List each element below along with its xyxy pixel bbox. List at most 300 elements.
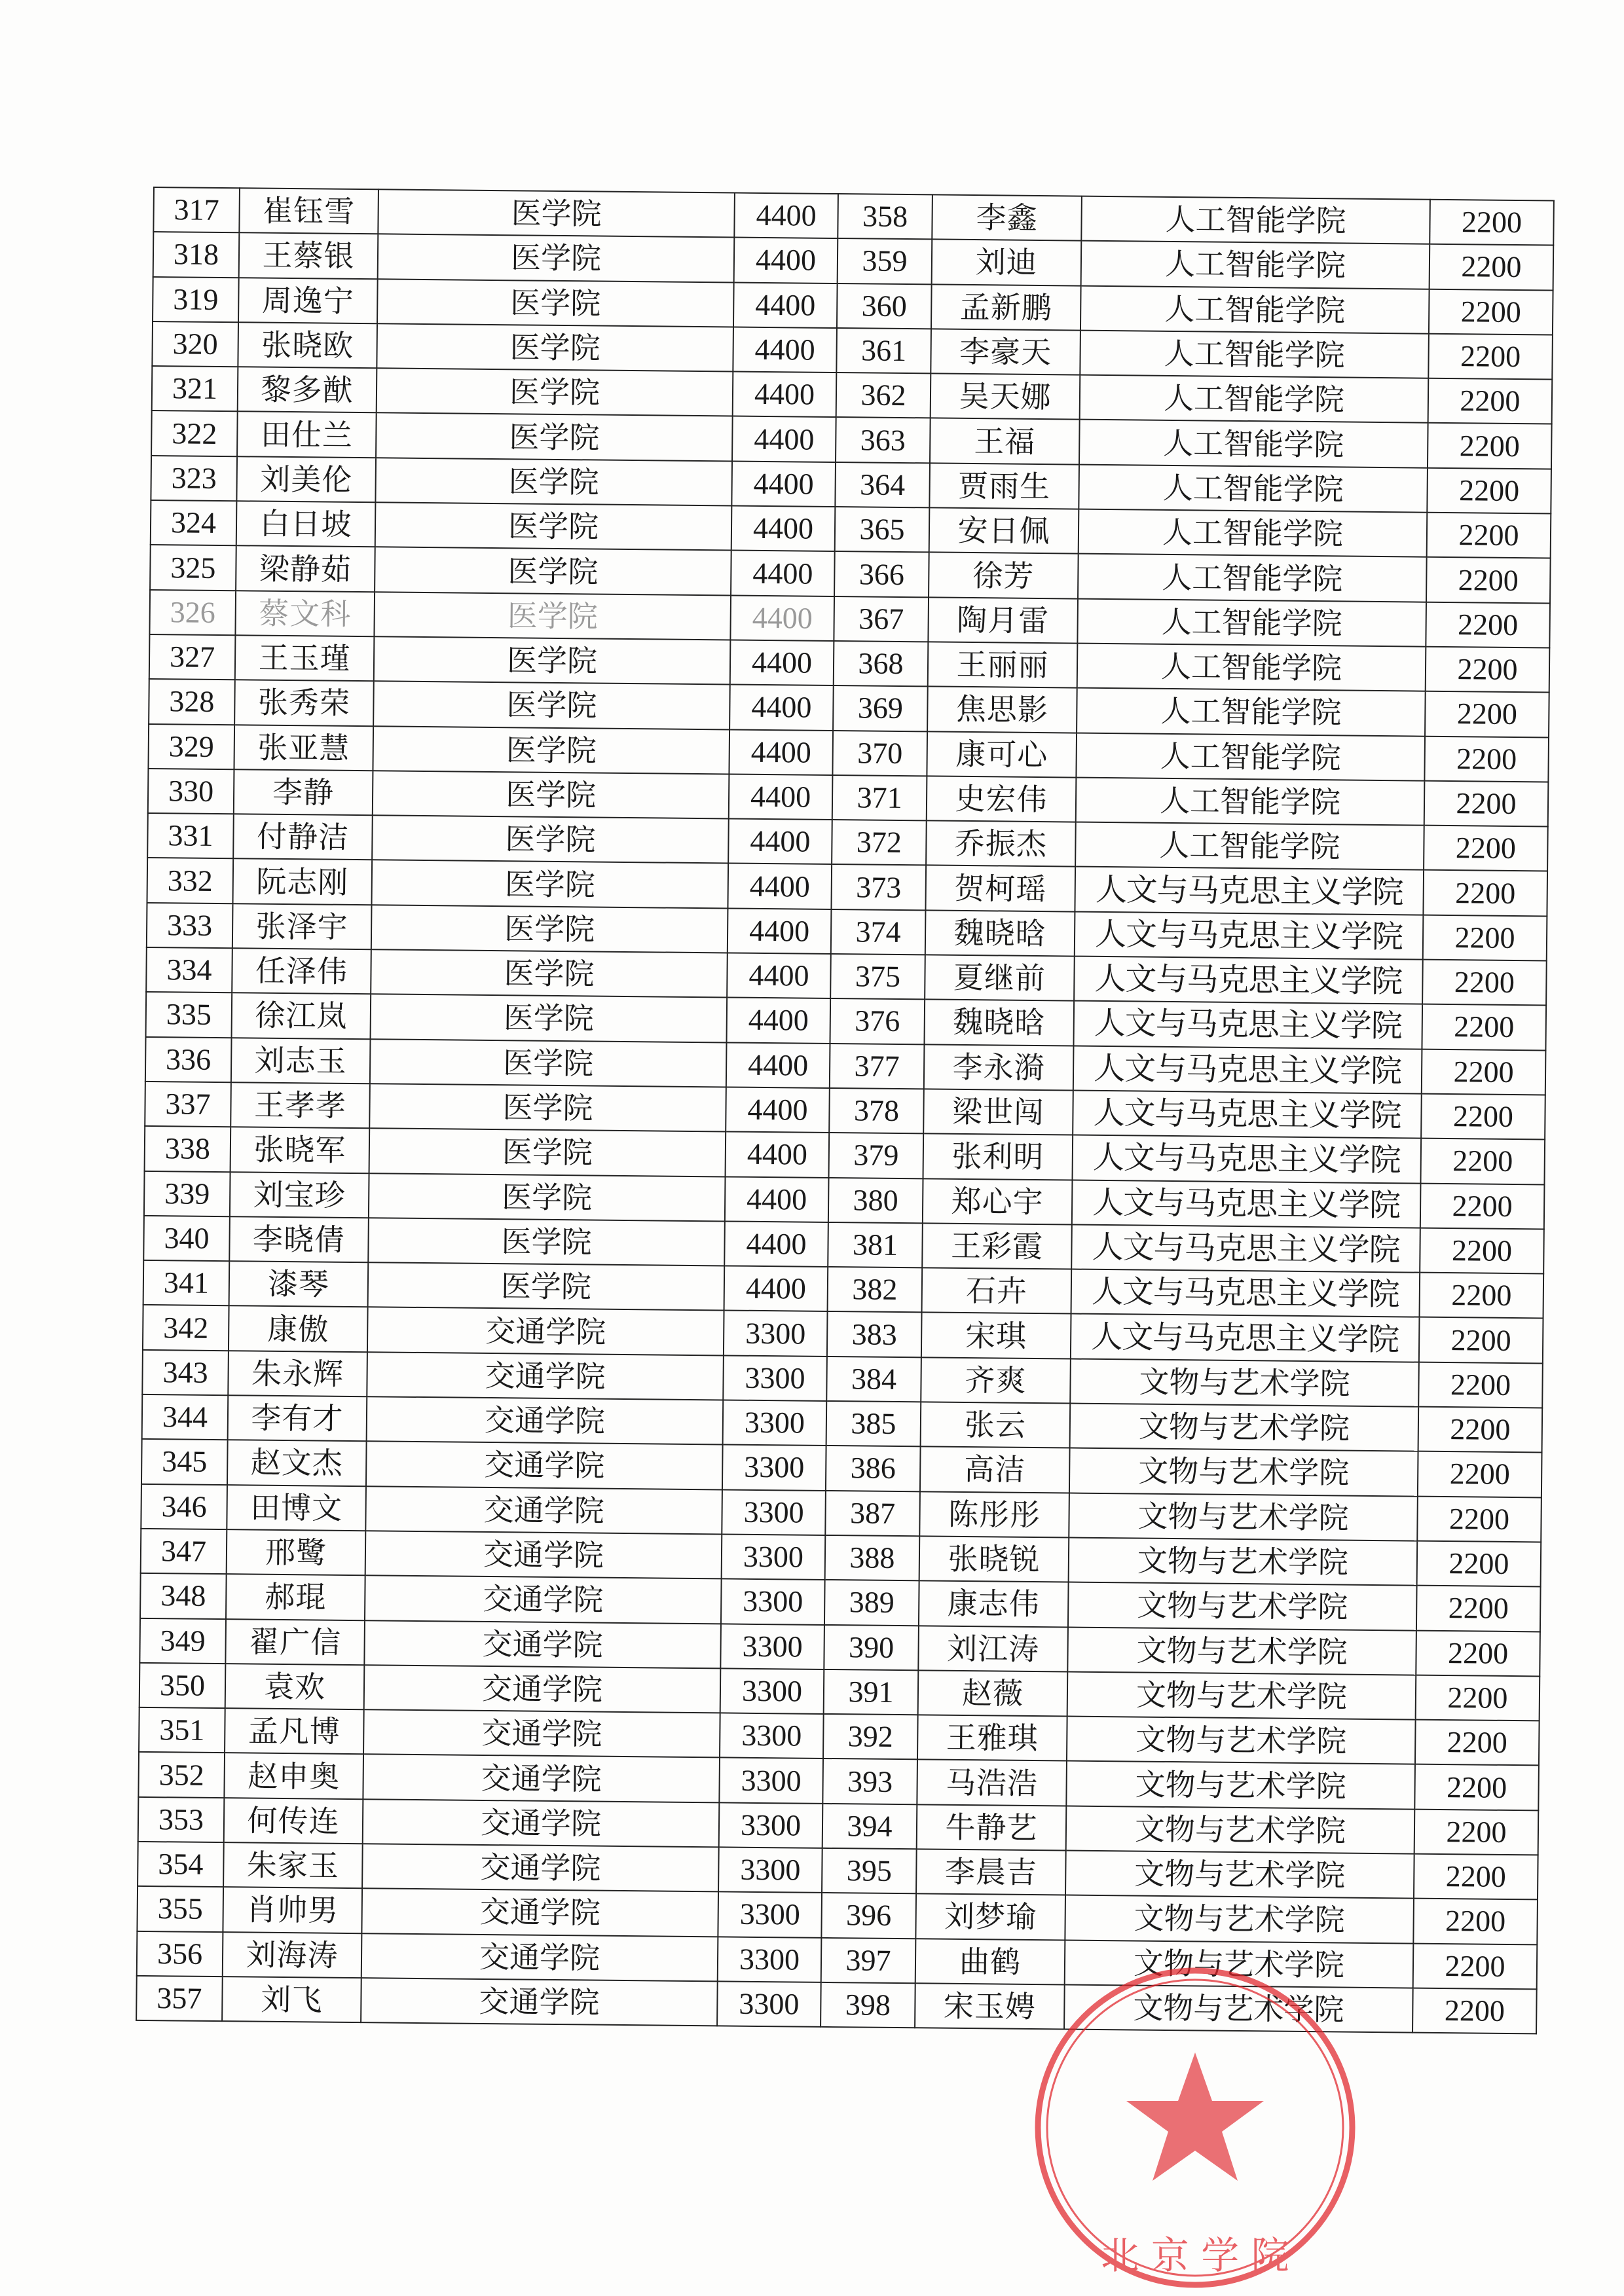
student-name: 刘梦瑜: [915, 1894, 1065, 1940]
student-name: 王雅琪: [917, 1715, 1067, 1760]
college-name: 交通学院: [362, 1844, 719, 1892]
award-amount: 2200: [1420, 1183, 1545, 1229]
college-name: 人工智能学院: [1081, 241, 1430, 289]
record-number: 318: [153, 232, 240, 278]
award-amount: 4400: [733, 327, 837, 373]
record-number: 332: [147, 858, 234, 903]
record-number: 365: [835, 507, 930, 553]
student-name: 史宏伟: [927, 776, 1077, 822]
college-name: 医学院: [377, 279, 734, 327]
college-name: 文物与艺术学院: [1067, 1717, 1416, 1764]
student-name: 刘宝珍: [230, 1172, 369, 1218]
student-name: 康傲: [229, 1306, 368, 1352]
award-amount: 4400: [728, 819, 832, 865]
student-name: 漆琴: [229, 1261, 369, 1307]
college-name: 人文与马克思主义学院: [1075, 867, 1424, 915]
award-amount: 2200: [1424, 826, 1548, 871]
record-number: 356: [137, 1931, 223, 1977]
award-amount: 2200: [1416, 1630, 1540, 1676]
student-name: 朱永辉: [228, 1351, 367, 1396]
record-number: 326: [149, 590, 236, 636]
college-name: 人工智能学院: [1077, 644, 1426, 691]
award-amount: 2200: [1415, 1720, 1540, 1766]
student-name: 王丽丽: [928, 642, 1078, 687]
college-name: 交通学院: [367, 1307, 724, 1356]
award-amount: 2200: [1429, 289, 1553, 335]
record-number: 362: [836, 373, 931, 418]
student-name: 魏晓晗: [924, 1000, 1074, 1046]
award-amount: 3300: [720, 1624, 824, 1669]
award-amount: 4400: [728, 864, 832, 909]
record-number: 381: [828, 1222, 923, 1268]
college-name: 医学院: [368, 1262, 725, 1311]
student-name: 李静: [234, 769, 373, 815]
student-name: 贾雨生: [929, 463, 1079, 509]
student-name: 翟广信: [225, 1619, 365, 1665]
award-amount: 2200: [1430, 244, 1554, 290]
college-name: 人工智能学院: [1081, 196, 1430, 244]
student-name: 刘海涛: [223, 1932, 362, 1978]
college-name: 文物与艺术学院: [1065, 1940, 1414, 1988]
record-number: 376: [830, 998, 925, 1044]
record-number: 369: [833, 685, 928, 731]
college-name: 人工智能学院: [1080, 330, 1429, 378]
award-amount: 2200: [1422, 1004, 1546, 1050]
award-amount: 4400: [729, 685, 834, 731]
award-amount: 3300: [718, 1937, 822, 1982]
record-number: 393: [822, 1758, 917, 1804]
award-amount: 2200: [1418, 1407, 1543, 1453]
award-amount: 2200: [1421, 1094, 1545, 1140]
award-amount: 2200: [1412, 1988, 1537, 2033]
award-amount: 4400: [726, 1087, 830, 1133]
record-number: 392: [823, 1714, 918, 1760]
student-name: 张亚慧: [234, 725, 373, 771]
student-name: 乔振杰: [926, 821, 1076, 867]
award-amount: 4400: [732, 416, 836, 462]
record-number: 359: [838, 238, 932, 284]
college-name: 人文与马克思主义学院: [1073, 1046, 1422, 1093]
record-number: 319: [153, 277, 239, 323]
award-amount: 2200: [1413, 1899, 1538, 1944]
award-amount: 2200: [1423, 915, 1547, 960]
student-name: 蔡文科: [235, 591, 375, 636]
student-name: 刘美伦: [236, 456, 376, 502]
student-name: 李鑫: [932, 194, 1082, 240]
college-name: 人文与马克思主义学院: [1071, 1269, 1420, 1317]
college-name: 人文与马克思主义学院: [1073, 1001, 1422, 1049]
record-number: 346: [141, 1484, 227, 1530]
award-amount: 3300: [721, 1579, 825, 1625]
record-number: 384: [826, 1357, 921, 1402]
award-amount: 2200: [1428, 334, 1553, 380]
college-name: 交通学院: [361, 1888, 718, 1937]
student-name: 王玉瑾: [235, 635, 375, 681]
record-number: 371: [832, 775, 927, 821]
record-number: 364: [835, 462, 930, 508]
student-name: 阮志刚: [232, 859, 372, 905]
college-name: 文物与艺术学院: [1069, 1448, 1418, 1496]
award-amount: 3300: [722, 1534, 826, 1580]
college-name: 交通学院: [363, 1755, 720, 1803]
record-number: 385: [826, 1401, 921, 1447]
record-number: 375: [830, 954, 925, 1000]
record-number: 357: [136, 1976, 223, 2022]
award-amount: 2200: [1414, 1764, 1539, 1810]
student-name: 孟新鹏: [931, 284, 1081, 330]
student-name: 李晨吉: [916, 1849, 1066, 1895]
college-name: 人工智能学院: [1076, 733, 1425, 780]
college-name: 交通学院: [363, 1709, 720, 1758]
student-name: 周逸宁: [238, 278, 378, 323]
award-amount: 4400: [724, 1221, 828, 1267]
record-number: 388: [825, 1535, 920, 1581]
record-number: 378: [829, 1088, 924, 1134]
college-name: 人工智能学院: [1079, 420, 1428, 467]
college-name: 文物与艺术学院: [1069, 1537, 1418, 1585]
record-number: 328: [149, 679, 235, 725]
award-amount: 4400: [731, 551, 835, 596]
award-amount: 2200: [1416, 1675, 1540, 1721]
college-name: 医学院: [373, 771, 729, 819]
college-name: 文物与艺术学院: [1067, 1671, 1416, 1719]
college-name: 人文与马克思主义学院: [1075, 911, 1424, 959]
college-name: 人工智能学院: [1079, 509, 1428, 557]
college-name: 人文与马克思主义学院: [1071, 1224, 1420, 1272]
record-number: 352: [138, 1752, 225, 1798]
award-amount: 3300: [724, 1311, 828, 1357]
award-amount: 2200: [1426, 647, 1550, 693]
student-name: 石卉: [922, 1267, 1072, 1313]
college-name: 医学院: [373, 682, 730, 730]
award-amount: 2200: [1422, 1049, 1546, 1095]
college-name: 交通学院: [364, 1620, 721, 1669]
college-name: 医学院: [372, 815, 729, 864]
record-number: 324: [151, 500, 237, 546]
student-name: 田仕兰: [237, 412, 377, 458]
award-amount: 4400: [731, 461, 836, 507]
award-amount: 3300: [723, 1400, 827, 1446]
college-name: 文物与艺术学院: [1066, 1806, 1415, 1853]
record-number: 368: [834, 641, 929, 687]
college-name: 交通学院: [367, 1396, 724, 1445]
college-name: 人文与马克思主义学院: [1071, 1314, 1420, 1362]
roster-body: [136, 187, 1554, 2034]
award-amount: 3300: [723, 1355, 827, 1401]
student-name: 白日坡: [236, 501, 376, 547]
college-name: 医学院: [374, 592, 731, 640]
award-amount: 2200: [1425, 691, 1549, 737]
award-amount: 4400: [733, 282, 838, 328]
student-name: 高洁: [920, 1447, 1070, 1493]
award-amount: 4400: [733, 372, 837, 418]
student-name: 徐芳: [929, 553, 1079, 598]
award-amount: 2200: [1420, 1228, 1544, 1273]
record-number: 389: [824, 1580, 919, 1626]
student-name: 马浩浩: [917, 1760, 1067, 1806]
college-name: 医学院: [377, 323, 733, 372]
record-number: 338: [145, 1126, 231, 1172]
record-number: 374: [831, 909, 926, 955]
award-amount: 2200: [1422, 960, 1547, 1006]
record-number: 367: [834, 596, 929, 642]
record-number: 379: [829, 1133, 924, 1178]
college-name: 医学院: [378, 234, 735, 283]
roster-table: [136, 187, 1555, 2035]
record-number: 351: [139, 1707, 225, 1753]
student-name: 张秀荣: [234, 680, 374, 725]
award-amount: 2200: [1428, 378, 1553, 424]
record-number: 396: [821, 1893, 916, 1939]
award-amount: 2200: [1417, 1541, 1541, 1587]
college-name: 人工智能学院: [1080, 285, 1430, 333]
award-amount: 4400: [726, 998, 830, 1044]
record-number: 353: [138, 1797, 225, 1843]
record-number: 327: [149, 634, 236, 680]
record-number: 377: [830, 1044, 925, 1089]
record-number: 325: [150, 545, 236, 591]
record-number: 366: [834, 551, 929, 597]
college-name: 人工智能学院: [1079, 464, 1428, 512]
college-name: 医学院: [374, 636, 731, 685]
award-amount: 4400: [730, 640, 834, 685]
student-name: 赵文杰: [227, 1440, 367, 1485]
college-name: 医学院: [371, 860, 728, 909]
record-number: 334: [146, 947, 232, 993]
award-amount: 3300: [717, 1981, 821, 2027]
college-name: 交通学院: [364, 1665, 721, 1713]
award-amount: 2200: [1424, 736, 1549, 782]
college-name: 交通学院: [365, 1531, 722, 1579]
college-name: 人工智能学院: [1075, 822, 1424, 870]
record-number: 339: [144, 1171, 231, 1216]
award-amount: 3300: [720, 1668, 824, 1714]
student-name: 李豪天: [931, 329, 1080, 374]
record-number: 398: [821, 1982, 915, 2028]
student-name: 焦思影: [927, 687, 1077, 733]
student-name: 张晓锐: [919, 1536, 1069, 1582]
award-amount: 4400: [734, 193, 838, 239]
student-name: 陈彤彤: [919, 1491, 1069, 1537]
college-name: 交通学院: [367, 1352, 724, 1400]
record-number: 336: [145, 1037, 232, 1083]
award-amount: 2200: [1416, 1586, 1541, 1631]
award-amount: 2200: [1418, 1362, 1543, 1408]
award-amount: 4400: [734, 238, 838, 283]
college-name: 交通学院: [363, 1799, 720, 1848]
college-name: 人文与马克思主义学院: [1073, 1135, 1422, 1183]
record-number: 340: [143, 1216, 230, 1262]
award-amount: 4400: [725, 1176, 829, 1222]
seal-text: 北 京 学 院: [1101, 2233, 1289, 2278]
college-name: 文物与艺术学院: [1066, 1761, 1415, 1809]
student-name: 李永漪: [924, 1044, 1074, 1090]
record-number: 394: [822, 1804, 917, 1850]
college-name: 医学院: [371, 994, 728, 1043]
college-name: 医学院: [375, 547, 731, 596]
student-name: 宋玉娉: [915, 1983, 1065, 2029]
student-name: 安日佩: [929, 507, 1079, 553]
record-number: 330: [148, 769, 234, 814]
student-name: 张晓欧: [238, 322, 377, 368]
student-name: 张泽宇: [232, 903, 372, 949]
college-name: 文物与艺术学院: [1065, 1850, 1414, 1898]
award-amount: 3300: [722, 1489, 826, 1535]
college-name: 交通学院: [361, 1978, 718, 2026]
record-number: 331: [147, 813, 234, 859]
college-name: 医学院: [375, 458, 732, 506]
student-name: 何传连: [224, 1798, 363, 1844]
award-amount: 3300: [719, 1802, 823, 1848]
college-name: 文物与艺术学院: [1070, 1404, 1419, 1451]
award-amount: 3300: [718, 1847, 822, 1893]
student-name: 夏继前: [925, 955, 1075, 1000]
record-number: 360: [837, 283, 932, 329]
student-name: 田博文: [227, 1485, 366, 1531]
student-name: 郑心宇: [923, 1178, 1073, 1224]
college-name: 文物与艺术学院: [1064, 1984, 1413, 2032]
award-amount: 2200: [1423, 870, 1547, 916]
record-number: 342: [143, 1305, 229, 1351]
student-name: 袁欢: [225, 1664, 365, 1709]
college-name: 医学院: [377, 368, 733, 416]
record-number: 383: [827, 1311, 922, 1357]
student-name: 梁世闯: [923, 1089, 1073, 1135]
college-name: 人工智能学院: [1078, 554, 1427, 602]
college-name: 医学院: [369, 1084, 726, 1132]
record-number: 345: [141, 1439, 228, 1485]
college-name: 交通学院: [365, 1575, 722, 1624]
award-amount: 2200: [1427, 467, 1551, 513]
award-amount: 2200: [1419, 1317, 1543, 1363]
record-number: 349: [139, 1618, 226, 1664]
award-amount: 3300: [719, 1758, 823, 1804]
college-name: 医学院: [369, 1128, 726, 1176]
student-name: 徐江岚: [232, 993, 371, 1039]
record-number: 354: [138, 1842, 224, 1887]
award-amount: 4400: [729, 729, 833, 775]
award-amount: 2200: [1424, 781, 1549, 827]
student-name: 刘志玉: [231, 1038, 371, 1084]
student-name: 赵薇: [918, 1670, 1068, 1716]
college-name: 交通学院: [365, 1486, 722, 1535]
student-name: 牛静艺: [917, 1804, 1067, 1850]
college-name: 人工智能学院: [1077, 598, 1426, 646]
student-name: 孟凡博: [225, 1708, 364, 1754]
student-name: 梁静茹: [236, 546, 375, 592]
student-name: 王福: [930, 418, 1080, 464]
student-name: 张晓军: [231, 1127, 370, 1173]
college-name: 人文与马克思主义学院: [1072, 1180, 1421, 1228]
award-amount: 2200: [1420, 1139, 1545, 1184]
college-name: 文物与艺术学院: [1067, 1627, 1416, 1675]
award-amount: 2200: [1426, 557, 1551, 603]
award-amount: 4400: [724, 1266, 828, 1312]
record-number: 391: [824, 1669, 919, 1715]
college-name: 医学院: [375, 502, 732, 551]
award-amount: 2200: [1428, 423, 1552, 469]
award-amount: 2200: [1414, 1854, 1538, 1900]
record-number: 358: [838, 194, 932, 240]
record-number: 363: [836, 418, 931, 464]
award-amount: 2200: [1418, 1451, 1542, 1497]
student-name: 任泽伟: [232, 948, 371, 994]
record-number: 323: [151, 456, 237, 501]
college-name: 文物与艺术学院: [1068, 1582, 1417, 1630]
record-number: 387: [825, 1491, 920, 1537]
student-name: 康志伟: [919, 1581, 1069, 1627]
record-number: 386: [826, 1446, 921, 1491]
record-number: 344: [142, 1394, 229, 1440]
student-name: 朱家玉: [223, 1842, 363, 1888]
record-number: 335: [146, 992, 232, 1038]
award-amount: 4400: [730, 595, 834, 641]
record-number: 370: [832, 731, 927, 776]
college-name: 文物与艺术学院: [1070, 1358, 1419, 1406]
student-name: 李有才: [228, 1395, 367, 1441]
record-number: 380: [828, 1178, 923, 1224]
student-name: 郝琨: [226, 1574, 365, 1620]
record-number: 321: [152, 366, 238, 412]
student-name: 贺柯瑶: [925, 866, 1075, 911]
record-number: 397: [821, 1937, 916, 1983]
student-name: 吴天娜: [931, 374, 1080, 420]
student-name: 黎多猷: [238, 367, 377, 412]
award-amount: 4400: [726, 1042, 830, 1088]
college-name: 医学院: [370, 1039, 727, 1087]
student-name: 康可心: [927, 731, 1077, 777]
college-name: 医学院: [376, 413, 733, 462]
student-name: 赵申奥: [224, 1753, 363, 1799]
college-name: 文物与艺术学院: [1069, 1493, 1418, 1540]
record-number: 348: [140, 1573, 227, 1619]
record-number: 329: [148, 724, 234, 770]
record-number: 322: [151, 410, 238, 456]
award-amount: 2200: [1430, 200, 1554, 246]
award-amount: 4400: [726, 1132, 830, 1178]
record-number: 337: [145, 1082, 231, 1127]
student-name: 刘飞: [222, 1977, 361, 2022]
record-number: 390: [824, 1624, 919, 1670]
student-name: 齐爽: [921, 1357, 1071, 1403]
student-name: 邢鹭: [227, 1529, 366, 1575]
record-number: 341: [143, 1260, 230, 1306]
award-amount: 4400: [729, 774, 833, 820]
seal-star-icon: [1126, 2052, 1264, 2181]
student-name: 魏晓晗: [925, 910, 1075, 956]
college-name: 医学院: [371, 905, 728, 953]
college-name: 人工智能学院: [1080, 375, 1429, 423]
college-name: 医学院: [368, 1218, 725, 1266]
award-amount: 2200: [1427, 513, 1551, 558]
award-amount: 2200: [1414, 1809, 1539, 1855]
student-name: 张云: [921, 1402, 1071, 1448]
college-name: 人工智能学院: [1076, 777, 1425, 825]
record-number: 361: [836, 328, 931, 374]
college-name: 人文与马克思主义学院: [1073, 1090, 1422, 1138]
college-name: 医学院: [369, 1173, 726, 1222]
college-name: 人文与马克思主义学院: [1074, 957, 1423, 1004]
student-name: 张利明: [923, 1134, 1073, 1180]
college-name: 交通学院: [361, 1933, 718, 1982]
award-amount: 3300: [722, 1445, 826, 1491]
student-name: 肖帅男: [223, 1887, 362, 1933]
award-amount: 2200: [1426, 602, 1550, 647]
college-name: 医学院: [378, 189, 735, 238]
award-amount: 4400: [727, 953, 831, 999]
award-amount: 4400: [731, 506, 836, 552]
college-name: 人工智能学院: [1077, 688, 1426, 736]
